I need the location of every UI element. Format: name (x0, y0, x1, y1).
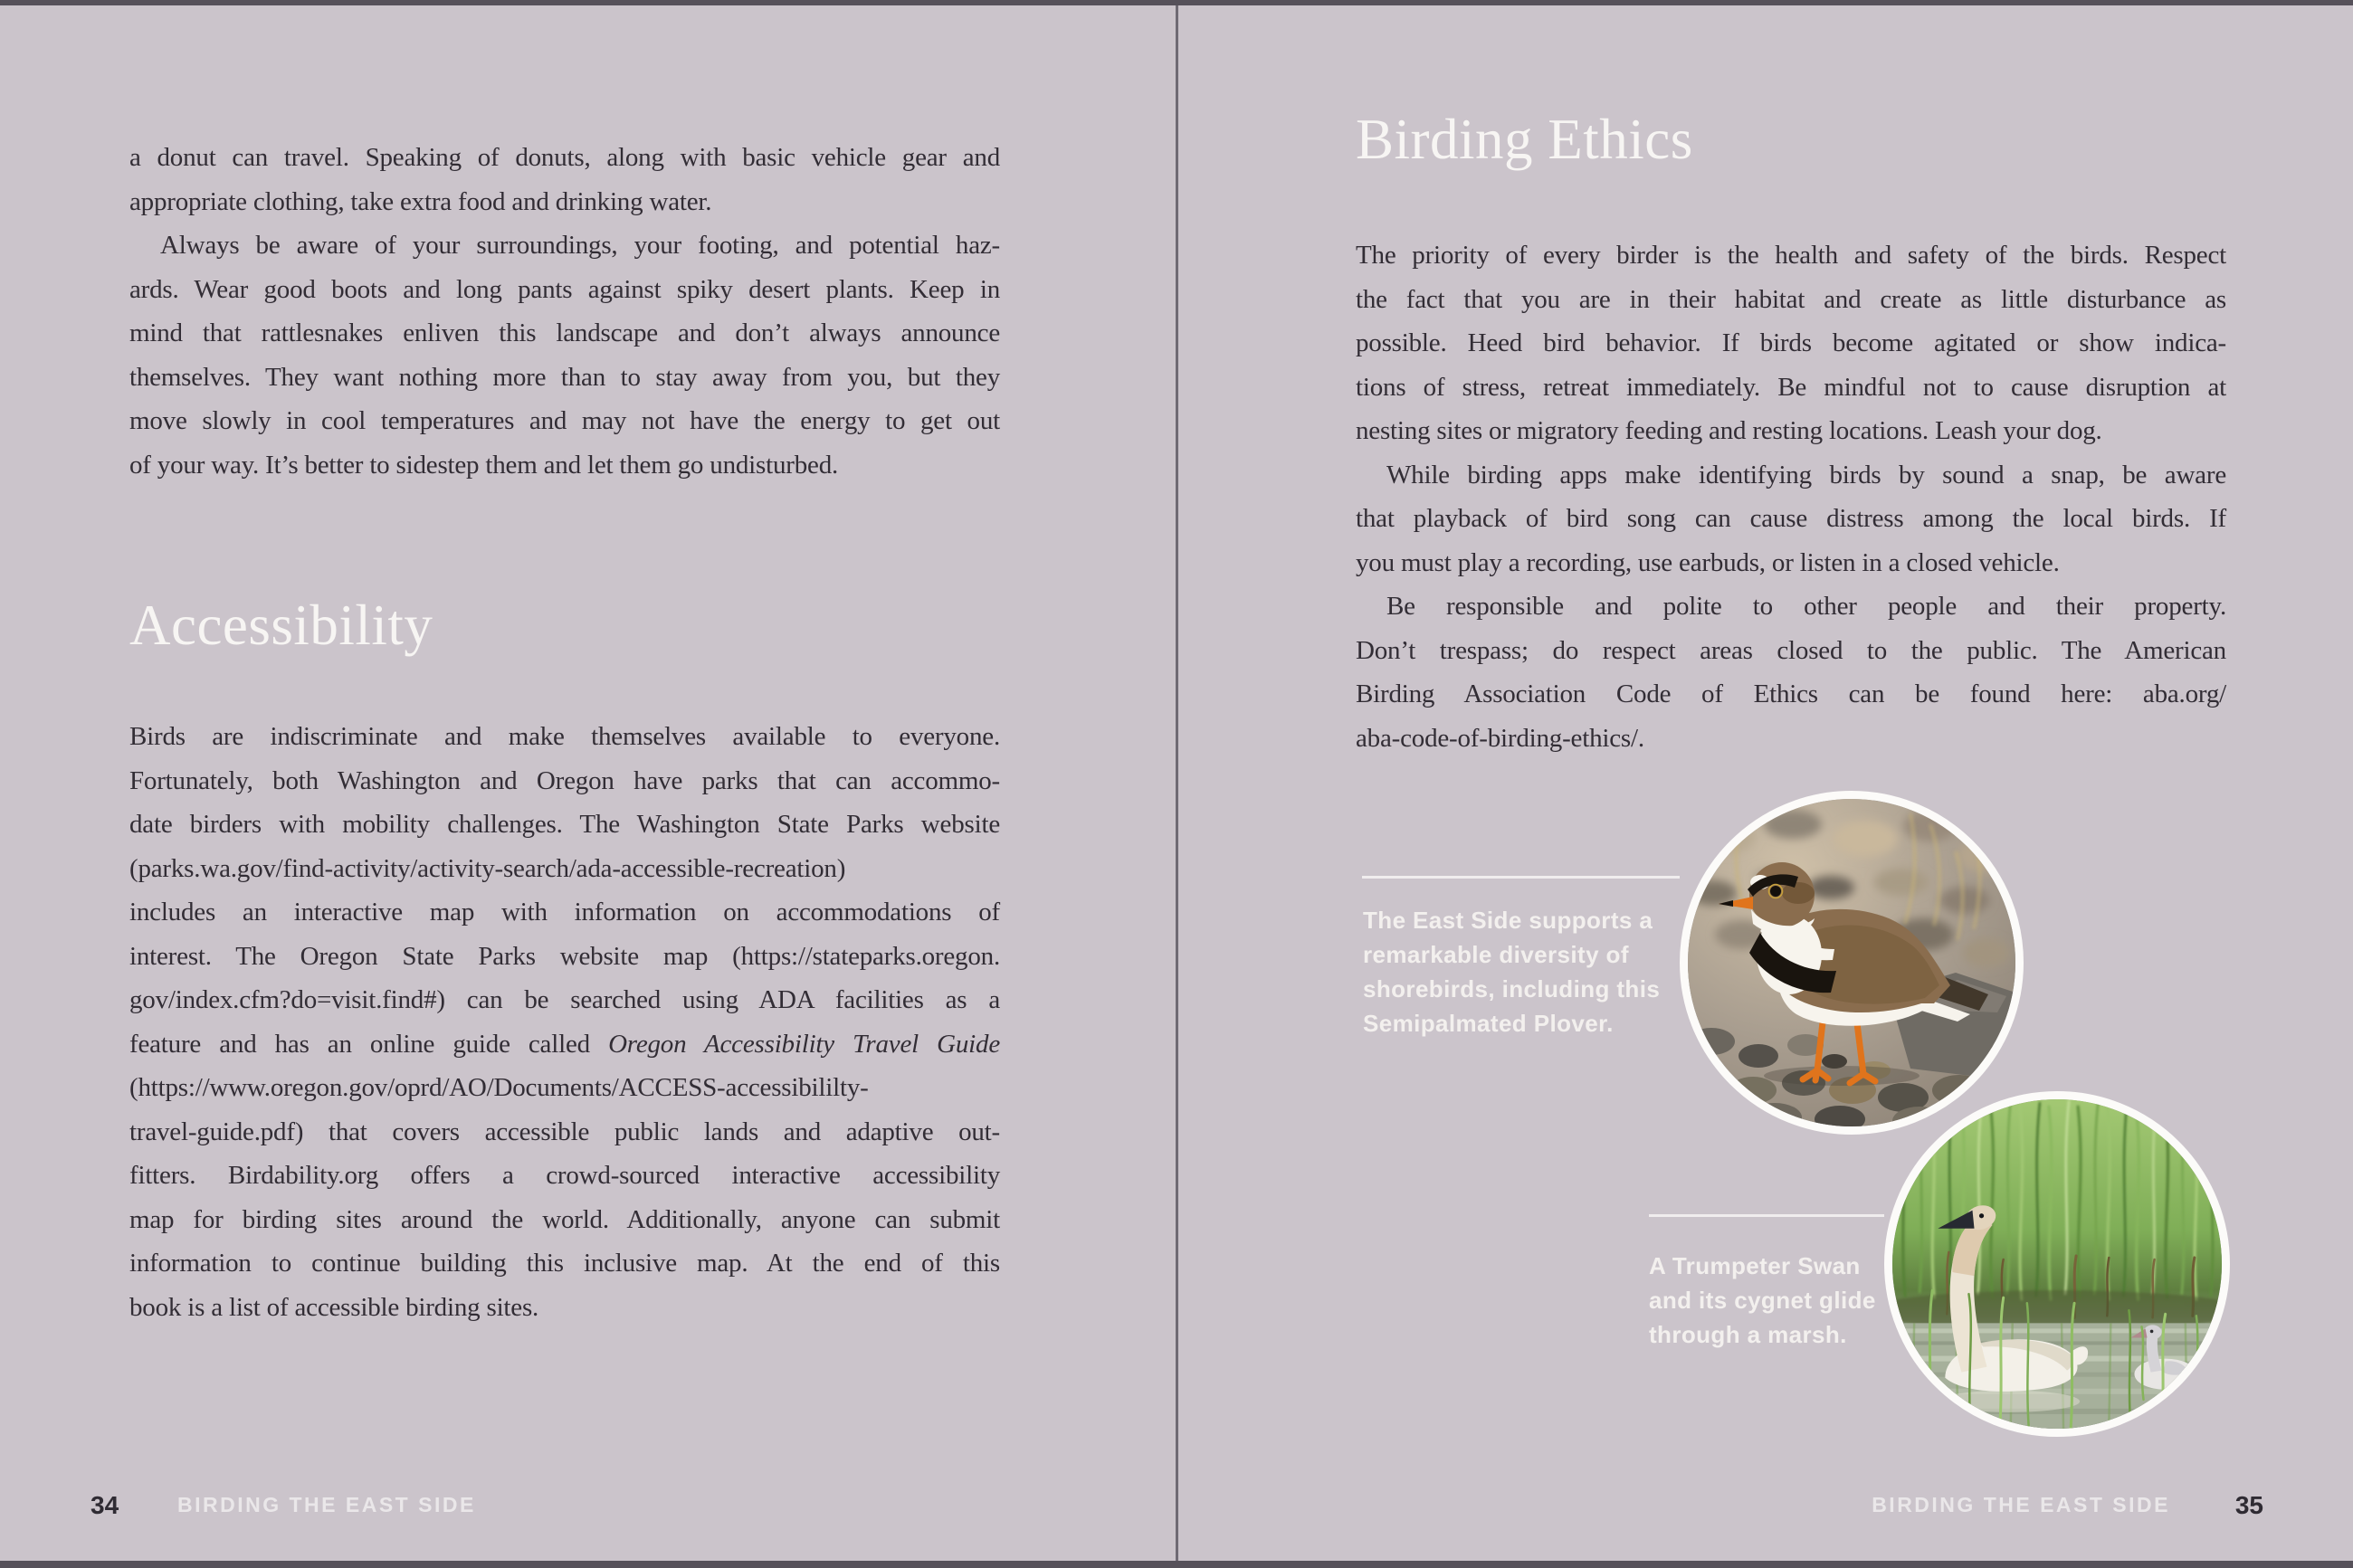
semipalmated-plover-photo (1680, 791, 2024, 1135)
caption-line: shorebirds, including this (1363, 975, 1661, 1003)
caption-line: Semipalmated Plover. (1363, 1010, 1614, 1037)
text-line: feature and has an online guide called Oregon Accessibility Travel Guide (129, 1029, 1000, 1059)
caption-line: remarkable diversity of (1363, 941, 1629, 968)
text-line: The priority of every birder is the health and safety of the birds. Respect (1356, 241, 2226, 270)
text-line: appropriate clothing, take extra food and drinking water. (129, 186, 712, 216)
text-line: (https://www.oregon.gov/oprd/AO/Documents/ACCESS-accessibililty- (129, 1073, 869, 1102)
left-page-number: 34 (90, 1491, 119, 1519)
birding-ethics-text (1356, 233, 2226, 760)
plover-caption-rule (1362, 876, 1680, 879)
accessibility-heading: Accessibility (129, 594, 433, 657)
left-top-text (129, 136, 1000, 487)
text-line: a donut can travel. Speaking of donuts, along with basic vehicle gear and (129, 143, 1000, 172)
birding-ethics-heading: Birding Ethics (1356, 108, 1693, 171)
plover-photo-art (1688, 799, 2015, 1126)
text-line: themselves. They want nothing more than to stay away from you, but they (129, 362, 1000, 392)
text-line: While birding apps make identifying birds by sound a snap, be aware (1386, 460, 2226, 489)
text-line: you must play a recording, use earbuds, or listen in a closed vehicle. (1356, 547, 2060, 577)
text-line: move slowly in cool temperatures and may not have the energy to get out (129, 406, 1000, 435)
trumpeter-swan-photo (1884, 1091, 2230, 1437)
text-line: (parks.wa.gov/find-activity/activity-search/ada-accessible-recreation) (129, 853, 846, 883)
text-line: fitters. Birdability.org offers a crowd-sourced interactive accessibility (129, 1161, 1000, 1190)
right-page-number: 35 (2234, 1491, 2263, 1519)
text-line: includes an interactive map with information on accommodations of (129, 898, 1000, 927)
text-line: interest. The Oregon State Parks website map (https://stateparks.oregon. (129, 941, 1000, 971)
caption-line: through a marsh. (1649, 1321, 1847, 1348)
text-line: map for birding sites around the world. Additionally, anyone can submit (129, 1204, 1000, 1234)
text-line: date birders with mobility challenges. The Washington State Parks website (129, 810, 1000, 839)
plover-caption (1363, 903, 1689, 1041)
page-gutter-line (1176, 5, 1178, 1561)
text-line: that playback of bird song can cause distress among the local birds. If (1356, 504, 2226, 533)
text-line: aba-code-of-birding-ethics/. (1356, 723, 1644, 753)
caption-line: The East Side supports a (1363, 907, 1653, 934)
text-line: tions of stress, retreat immediately. Be mindful not to cause disruption at (1356, 372, 2226, 402)
text-line: book is a list of accessible birding sites. (129, 1292, 539, 1322)
text-line: information to continue building this inclusive map. At the end of this (129, 1249, 1000, 1278)
caption-line: and its cygnet glide (1649, 1287, 1876, 1314)
swan-caption (1649, 1249, 1920, 1352)
text-line: mind that rattlesnakes enliven this landscape and don’t always announce (129, 318, 1000, 347)
text-line: gov/index.cfm?do=visit.find#) can be searched using ADA facilities as a (129, 985, 1000, 1014)
text-line: travel-guide.pdf) that covers accessible public lands and adaptive out- (129, 1117, 1000, 1146)
text-line: Birding Association Code of Ethics can be found here: aba.org/ (1356, 679, 2226, 708)
text-line: nesting sites or migratory feeding and resting locations. Leash your dog. (1356, 416, 2102, 445)
bottom-edge-strip (0, 1561, 2353, 1568)
swan-photo-art (1892, 1099, 2222, 1429)
caption-line: A Trumpeter Swan (1649, 1252, 1861, 1279)
text-line: ards. Wear good boots and long pants against spiky desert plants. Keep in (129, 274, 1000, 304)
left-running-footer: BIRDING THE EAST SIDE (177, 1493, 476, 1516)
text-line: Don’t trespass; do respect areas closed to the public. The American (1356, 635, 2226, 665)
text-line: of your way. It’s better to sidestep them and let them go undisturbed. (129, 450, 839, 480)
text-line: Fortunately, both Washington and Oregon have parks that can accommo- (129, 765, 1000, 795)
text-line: Birds are indiscriminate and make themselves available to everyone. (129, 722, 1000, 751)
right-running-footer: BIRDING THE EAST SIDE (1872, 1493, 2170, 1516)
text-line: possible. Heed bird behavior. If birds become agitated or show indica- (1356, 328, 2226, 357)
text-line: the fact that you are in their habitat and create as little disturbance as (1356, 284, 2226, 314)
text-line: Always be aware of your surroundings, your footing, and potential haz- (160, 231, 1000, 260)
text-line: Be responsible and polite to other people and their property. (1386, 592, 2226, 621)
swan-caption-rule (1649, 1214, 1884, 1217)
accessibility-text (129, 715, 1000, 1329)
